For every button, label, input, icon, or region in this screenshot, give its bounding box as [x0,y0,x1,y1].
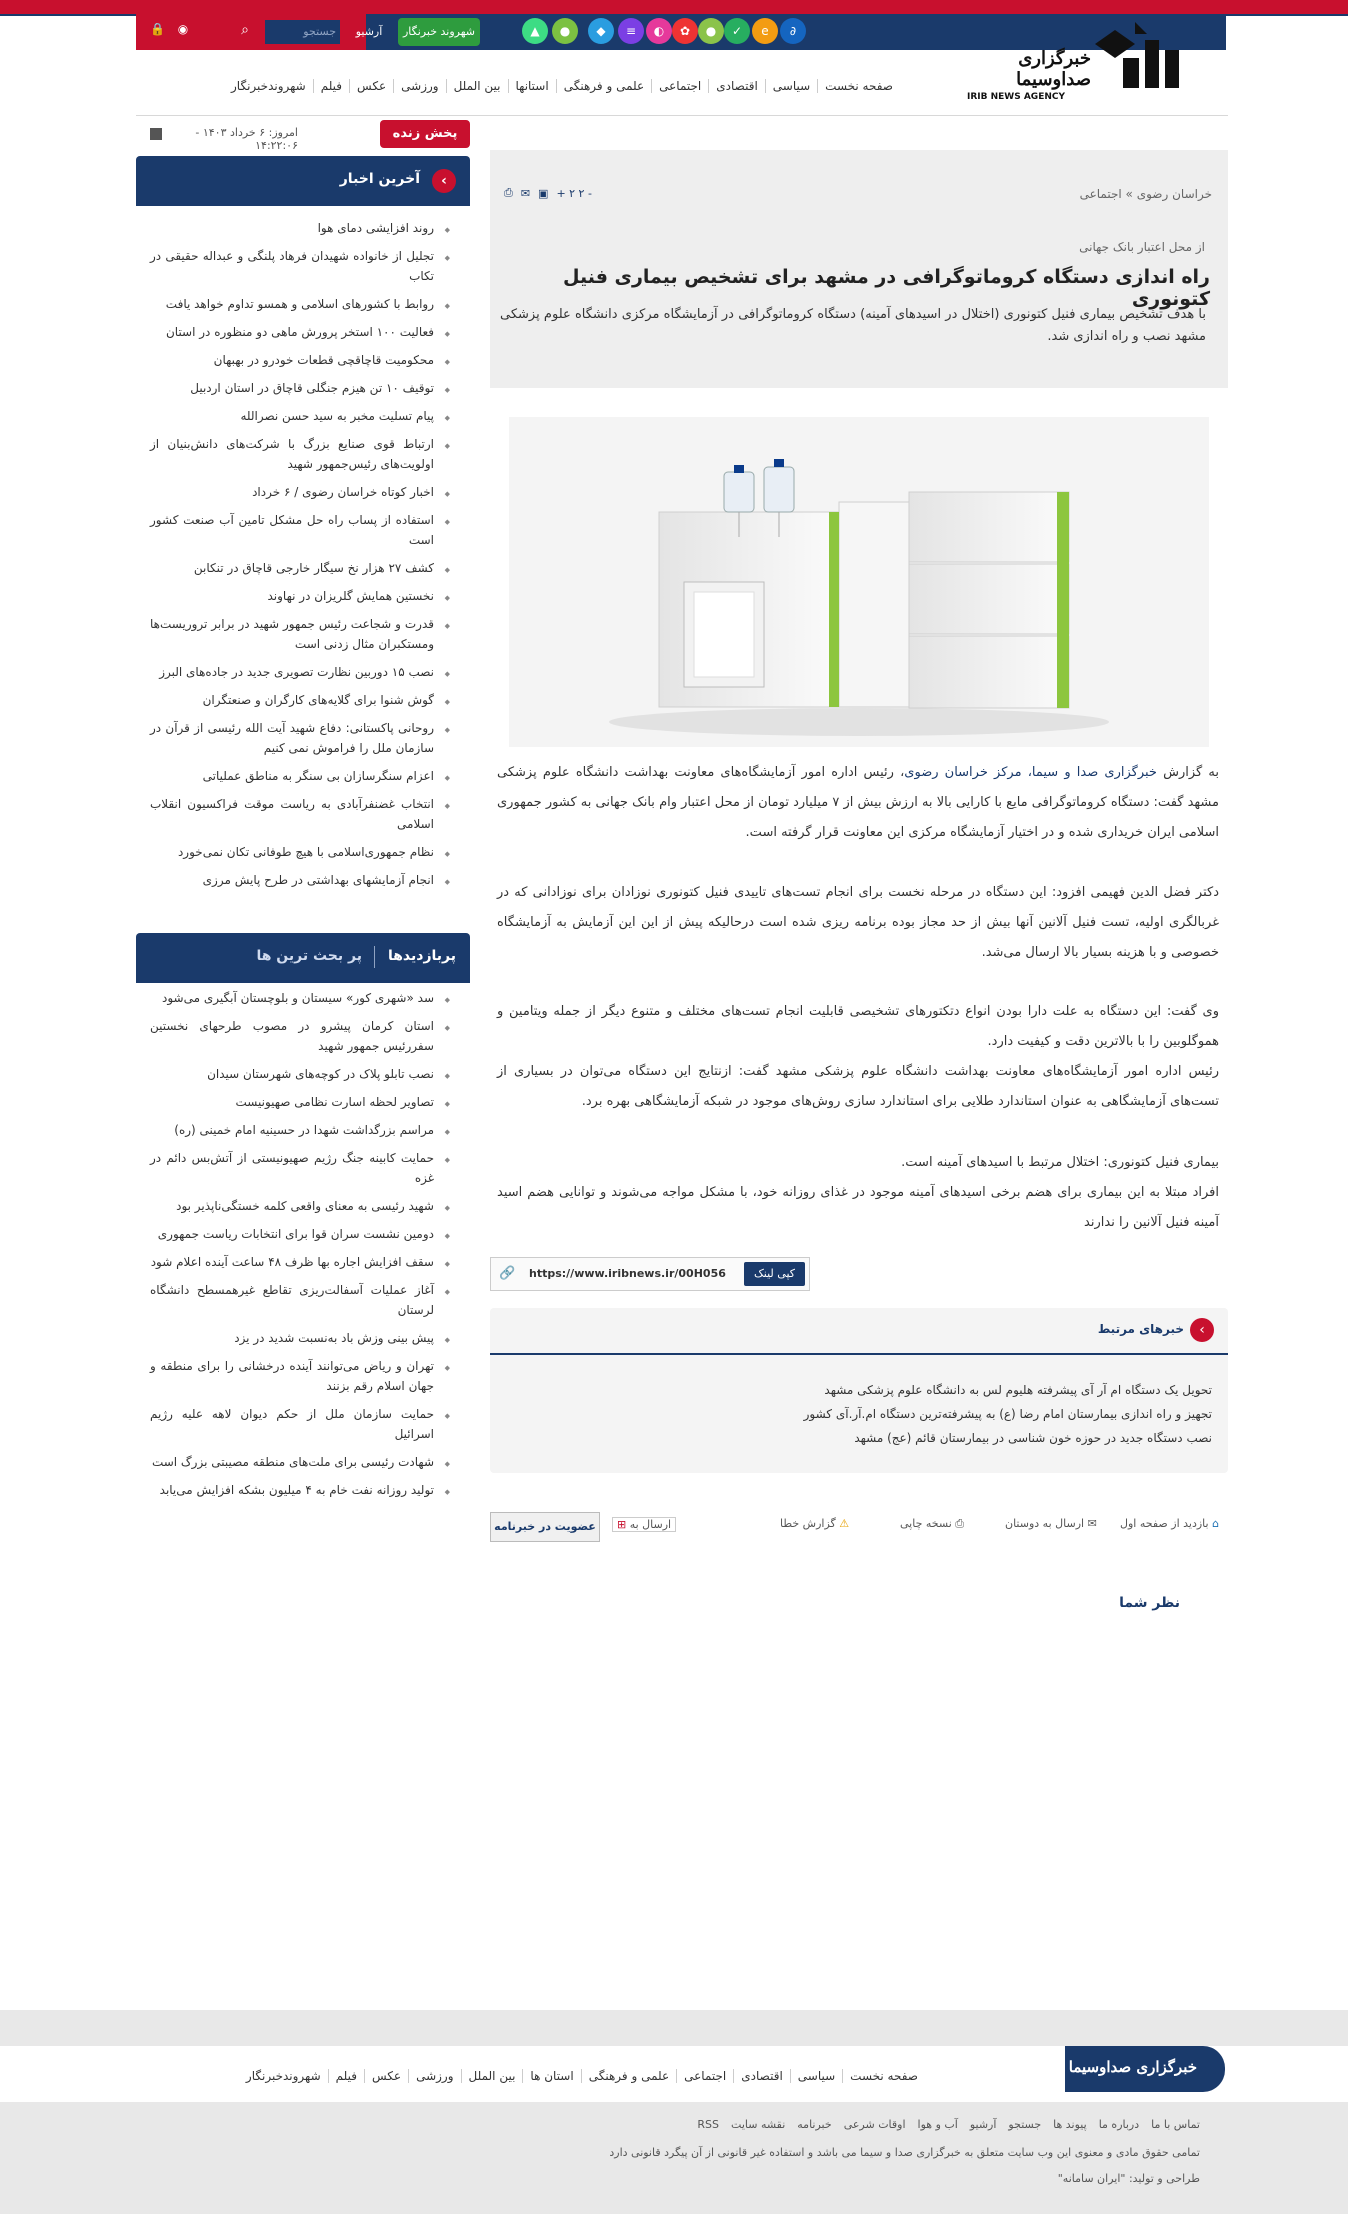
today-date: امروز: ۶ خرداد ۱۴۰۳ - ۱۴:۲۲:۰۶ [195,126,298,152]
list-item[interactable]: تحویل یک دستگاه ام آر آی پیشرفته هلیوم لس به دانشگاه علوم پزشکی مشهد [824,1383,1212,1397]
list-item[interactable]: ◆ قدرت و شجاعت رئیس جمهور شهید در برابر تروریست‌ها ومستکبران مثال زدنی است [150,614,450,654]
send-to-friends-link[interactable] [1005,1517,1097,1530]
breadcrumb[interactable]: خراسان رضوی » اجتماعی [1079,187,1212,201]
related-divider [490,1353,1228,1355]
list-item[interactable]: ◆ نصب ۱۵ دوربین نظارت تصویری جدید در جاده‌های البرز [150,662,450,682]
chromatography-device-image [509,417,1209,747]
home-icon: ⌂ [1212,1517,1220,1530]
list-item[interactable]: ◆ انتخاب غضنفرآبادی به ریاست موقت فراکسیون انقلاب اسلامی [150,794,450,834]
related-news-box [490,1308,1228,1473]
logo-subtext: IRIB NEWS AGENCY [967,92,1065,102]
printer-icon: ⎙ [955,1517,965,1530]
share-icon: ⊞ [617,1518,627,1531]
search-icon[interactable]: ⌕ [241,22,249,38]
calendar-icon [150,128,162,140]
list-item[interactable]: ◆ تولید روزانه نفت خام به ۴ میلیون بشکه افزایش می‌یابد [150,1480,450,1500]
nav-science-culture[interactable]: علمی و فرهنگی [556,79,651,93]
footer-logo-text: خبرگزاری صداوسیما [1068,2058,1197,2076]
list-item[interactable]: ◆ پیش بینی وزش باد به‌نسبت شدید در یزد [150,1328,450,1348]
footer-link[interactable]: آرشیو [969,2118,997,2131]
list-item[interactable]: تجهیز و راه اندازی بیمارستان امام رضا (ع) به پیشرفته‌ترین دستگاه ام.آر.آی کشور [803,1407,1212,1421]
site-logo[interactable] [965,20,1205,105]
nav-citizen[interactable]: شهروندخبرنگار [231,79,306,93]
warning-icon: ⚠ [839,1517,850,1530]
list-item[interactable]: ◆ اعزام سنگرسازان بی سنگر به مناطق عملیاتی [150,766,450,786]
mail-icon: ✉ [1087,1517,1097,1530]
footer-nav-sports[interactable]: ورزشی [408,2069,460,2083]
save-icon[interactable]: ▣ [538,186,549,200]
main-nav [231,74,900,98]
footer-nav-social[interactable]: اجتماعی [676,2069,733,2083]
related-news-title: خبرهای مرتبط [1097,1322,1184,1336]
article-paragraph-3: وی گفت: این دستگاه به علت دارا بودن انواع دتکتورهای تشخیصی قابلیت انجام تست‌های مختلف و متنوع دیگر از جمله ویتامین و هموگلوبین را با بالاترین دقت و کیفیت دارد. [497,1004,1219,1049]
share-widget[interactable] [612,1517,676,1532]
article-paragraph-4: رئیس اداره امور آزمایشگاه‌های معاونت بهداشت دانشگاه علوم پزشکی مشهد گفت: ازنتایج این دستگاه می‌توان در بسیاری از تست‌های آزمایشگاهی به عنوان استاندارد طلایی برای استاندارد سازی روش‌های موجود در شبکه آزمایشگاهی بهره برد. [497,1064,1219,1109]
article-title: راه اندازی دستگاه کروماتوگرافی در مشهد برای تشخیص بیماری فنیل کتونوری [563,266,1210,310]
send-label: ارسال به دوستان [1005,1517,1085,1530]
list-item[interactable]: ◆ گوش شنوا برای گلایه‌های کارگران و صنعتگران [150,690,450,710]
list-item[interactable]: ◆ انجام آزمایشهای بهداشتی در طرح پایش مرزی [150,870,450,890]
p1-text: ، رئیس اداره امور آزمایشگاه‌های معاونت بهداشت دانشگاه علوم پزشکی مشهد گفت: دستگاه کروماتوگرافی مایع با کارایی بالا به ارزش بیش از ۷ میلیارد تومان از محل اعتبار وام بانک جهانی به کشور جمهوری اسلامی ایران خریداری شده و در اختیار آزمایشگاه مرکزی این معاونت قرار گرفته است. [497,765,1219,840]
comments-title: نظر شما [1119,1595,1180,1611]
list-item[interactable]: ◆ شهادت رئیسی برای ملت‌های منطقه مصیبتی بزرگ است [150,1452,450,1472]
list-item[interactable]: ◆ اخبار کوتاه خراسان رضوی / ۶ خرداد [150,482,450,502]
list-item[interactable]: ◆ توقیف ۱۰ تن هیزم جنگلی قاچاق در استان اردبیل [150,378,450,398]
nav-photo[interactable]: عکس [349,79,393,93]
citizen-reporter-button[interactable]: شهروند خبرنگار [398,18,480,46]
list-item[interactable]: ◆ پیام تسلیت مخبر به سید حسن نصرالله [150,406,450,426]
nav-international[interactable]: بین الملل [446,79,508,93]
list-item[interactable]: ◆ محکومیت قاچاقچی قطعات خودرو در بهبهان [150,350,450,370]
list-item[interactable]: ◆ تصاویر لحظه اسارت نظامی صهیونیست [150,1092,450,1112]
app-icon-2[interactable]: ≡ [618,18,644,44]
footer-nav-film[interactable]: فیلم [328,2069,364,2083]
footer-nav-politics[interactable]: سیاسی [790,2069,842,2083]
tab-separator [374,946,375,968]
footer-link[interactable]: آب و هوا [917,2118,958,2131]
tab-popular[interactable]: پربازدیدها [387,948,456,964]
article-paragraph-5: بیماری فنیل کتونوری: اختلال مرتبط با اسیدهای آمینه است. [901,1155,1219,1170]
archive-link[interactable]: آرشیو [355,25,383,38]
font-size-controls[interactable]: + ۲ ۲ - [556,186,592,200]
app-icon-6[interactable]: ✓ [724,18,750,44]
footer-link[interactable]: اوقات شرعی [843,2118,906,2131]
footer-link[interactable]: نقشه سایت [731,2118,786,2131]
live-broadcast-button[interactable]: پخش زنده [380,120,470,148]
list-item[interactable]: ◆ روحانی پاکستانی: دفاع شهید آیت الله رئیسی از قرآن در سازمان ملل را فراموش نمی کنیم [150,718,450,758]
footer-nav-citizen[interactable]: شهروندخبرنگار [245,2069,321,2083]
article-paragraph-6: افراد مبتلا به این بیماری برای هضم برخی اسیدهای آمینه موجود در غذای روزانه خود، با مشکل مواجه می‌شوند و توانایی هضم اسید آمینه فنیل آلانین را ندارند [497,1185,1219,1230]
list-item[interactable]: ◆ مراسم بزرگداشت شهدا در حسینیه امام خمینی (ره) [150,1120,450,1140]
footer-nav-photo[interactable]: عکس [364,2069,408,2083]
report-error-link[interactable] [780,1517,849,1530]
android-icon[interactable]: ▲ [522,18,548,44]
copy-link-button[interactable]: کپی لینک [744,1262,805,1286]
footer-link[interactable]: خبرنامه [797,2118,832,2131]
footer-link[interactable]: درباره ما [1098,2118,1140,2131]
footer-nav-economy[interactable]: اقتصادی [733,2069,790,2083]
search-input[interactable]: جستجو [265,20,340,44]
list-item[interactable]: ◆ استان کرمان پیشرو در مصوب طرحهای نخستین سفررئیس جمهور شهید [150,1016,450,1056]
lock-icon[interactable]: 🔒 [150,22,165,36]
article-paragraph-2: دکتر فضل الدین فهیمی افزود: این دستگاه در مرحله نخست برای انجام تست‌های تاییدی فنیل کتونوری نوزادان برای نوزادانی که در غربالگری اولیه، تست فنیل آلانین آنها بیش از حد مجاز بوده برنامه ریزی شده است درحالیکه پیش از این این آزمایش به آزمایشگاه خصوصی و با هزینه بسیار بالا ارسال می‌شد. [497,885,1219,960]
list-item[interactable]: ◆ نصب تابلو پلاک در کوچه‌های شهرستان سیدان [150,1064,450,1084]
nav-sports[interactable]: ورزشی [393,79,445,93]
nav-provinces[interactable]: استانها [508,79,556,93]
list-item[interactable]: ◆ سقف افزایش اجاره بها ظرف ۴۸ ساعت آینده اعلام شود [150,1252,450,1272]
list-item[interactable]: ◆ فعالیت ۱۰۰ استخر پرورش ماهی دو منظوره در استان [150,322,450,342]
list-item[interactable]: ◆ نظام جمهوری‌اسلامی با هیچ طوفانی تکان نمی‌خورد [150,842,450,862]
footer-nav [245,2064,925,2088]
latest-news-list [150,218,450,898]
tab-discussed[interactable]: پر بحث ترین ها [256,948,362,964]
rss-icon[interactable]: ◉ [177,22,189,36]
list-item[interactable]: ◆ حمایت کابینه جنگ رژیم صهیونیستی از آتش‌بس دائم در غزه [150,1148,450,1188]
app-icon-8[interactable]: ∂ [780,18,806,44]
popular-tabs-header [136,933,470,983]
list-item[interactable]: ◆ شهید رئیسی به معنای واقعی کلمه خستگی‌ناپذیر بود [150,1196,450,1216]
visit-homepage-link[interactable] [1120,1517,1219,1530]
list-item[interactable]: ◆ تجلیل از خانواده شهیدان فرهاد پلنگی و عبداله حقیقی در تکاب [150,246,450,286]
article-image [509,417,1209,747]
list-item[interactable]: نصب دستگاه جدید در حوزه خون شناسی در بیمارستان قائم (عج) مشهد [854,1431,1212,1445]
list-item[interactable]: ◆ سد «شهری کور» سیستان و بلوچستان آبگیری می‌شود [150,988,450,1008]
list-item[interactable]: ◆ آغاز عملیات آسفالت‌ریزی تقاطع غیرهمسطح دانشگاه لرستان [150,1280,450,1320]
footer-copyright: تمامی حقوق مادی و معنوی این وب سایت متعلق به خبرگزاری صدا و سیما می باشد و استفاده غیر قانونی از آن پیگرد قانونی دارد [609,2146,1200,2159]
list-item[interactable]: ◆ تهران و ریاض می‌توانند آینده درخشانی را برای منطقه و جهان اسلام رقم بزنند [150,1356,450,1396]
footer-nav-science[interactable]: علمی و فرهنگی [581,2069,676,2083]
report-label: گزارش خطا [780,1517,836,1530]
p1-prefix: به گزارش [1156,765,1219,780]
nav-economy[interactable]: اقتصادی [708,79,765,93]
list-item[interactable]: ◆ کشف ۲۷ هزار نخ سیگار خارجی قاچاق در تنکابن [150,558,450,578]
chevron-icon[interactable]: ‹ [432,169,456,193]
footer-link[interactable]: RSS [697,2118,720,2131]
footer-nav-provinces[interactable]: استان ها [522,2069,580,2083]
nav-film[interactable]: فیلم [313,79,349,93]
list-item[interactable]: ◆ ارتباط قوی صنایع بزرگ با شرکت‌های دانش‌بنیان از اولویت‌های رئیس‌جمهور شهید [150,434,450,474]
related-news-list [512,1378,1212,1450]
join-newsletter-button[interactable]: عضویت در خبرنامه [490,1512,600,1542]
list-item[interactable]: ◆ استفاده از پساب راه حل مشکل تامین آب صنعت کشور است [150,510,450,550]
footer-links [600,2118,1200,2138]
print-icon[interactable]: ⎙ [504,186,513,199]
apple-icon[interactable]: ● [552,18,578,44]
list-item[interactable]: ◆ روند افزایشی دمای هوا [150,218,450,238]
popular-news-list [150,988,450,1508]
app-icon-3[interactable]: ◐ [646,18,672,44]
latest-news-title: آخرین اخبار [339,171,420,187]
article-tools [504,184,664,202]
footer-design: طراحی و تولید: "ایران سامانه" [1057,2172,1200,2185]
top-red-bar [0,0,1348,14]
link-icon: 🔗 [499,1266,516,1281]
footer-link[interactable]: تماس با ما [1151,2118,1200,2131]
related-chevron-icon: ‹ [1190,1318,1214,1342]
nav-home[interactable]: صفحه نخست [817,79,900,93]
app-icon-1[interactable]: ◆ [588,18,614,44]
share-label: ارسال به [629,1518,672,1531]
list-item[interactable]: ◆ روابط با کشورهای اسلامی و همسو تداوم خواهد یافت [150,294,450,314]
app-icon-5[interactable]: ● [698,18,724,44]
print-label: نسخه چاپی [900,1517,952,1530]
visit-label: بازدید از صفحه اول [1120,1517,1209,1530]
source-link[interactable]: خبرگزاری صدا و سیما، مرکز خراسان رضوی [904,765,1157,780]
latest-news-header [136,156,470,206]
logo-text: خبرگزاری صداوسیما [1016,48,1091,90]
email-icon[interactable]: ✉ [520,186,531,200]
header-divider [136,115,1228,116]
footer-link[interactable]: پیوند ها [1053,2118,1087,2131]
app-icon-4[interactable]: ✿ [672,18,698,44]
app-icon-7[interactable]: e [752,18,778,44]
footer-link[interactable]: جستجو [1008,2118,1042,2131]
nav-social[interactable]: اجتماعی [651,79,708,93]
kicker: از محل اعتبار بانک جهانی [1079,240,1205,254]
article-lead: با هدف تشخیص بیماری فنیل کتونوری (اختلال در اسیدهای آمینه) دستگاه کروماتوگرافی در آزمایشگاه مرکزی دانشگاه علوم پزشکی مشهد نصب و راه اندازی شد. [500,307,1206,344]
footer-logo[interactable] [1065,2046,1225,2092]
list-item[interactable]: ◆ حمایت سازمان ملل از حکم دیوان لاهه علیه رژیم اسرائیل [150,1404,450,1444]
list-item[interactable]: ◆ نخستین همایش گلریزان در نهاوند [150,586,450,606]
short-link-url[interactable]: https://www.iribnews.ir/00H056 [529,1267,726,1280]
print-version-link[interactable] [900,1517,964,1531]
footer-nav-international[interactable]: بین الملل [461,2069,523,2083]
nav-politics[interactable]: سیاسی [765,79,817,93]
list-item[interactable]: ◆ دومین نشست سران قوا برای انتخابات ریاست جمهوری [150,1224,450,1244]
footer-nav-home[interactable]: صفحه نخست [842,2069,925,2083]
article-paragraph-1 [497,758,1219,848]
short-link-box [490,1257,810,1291]
